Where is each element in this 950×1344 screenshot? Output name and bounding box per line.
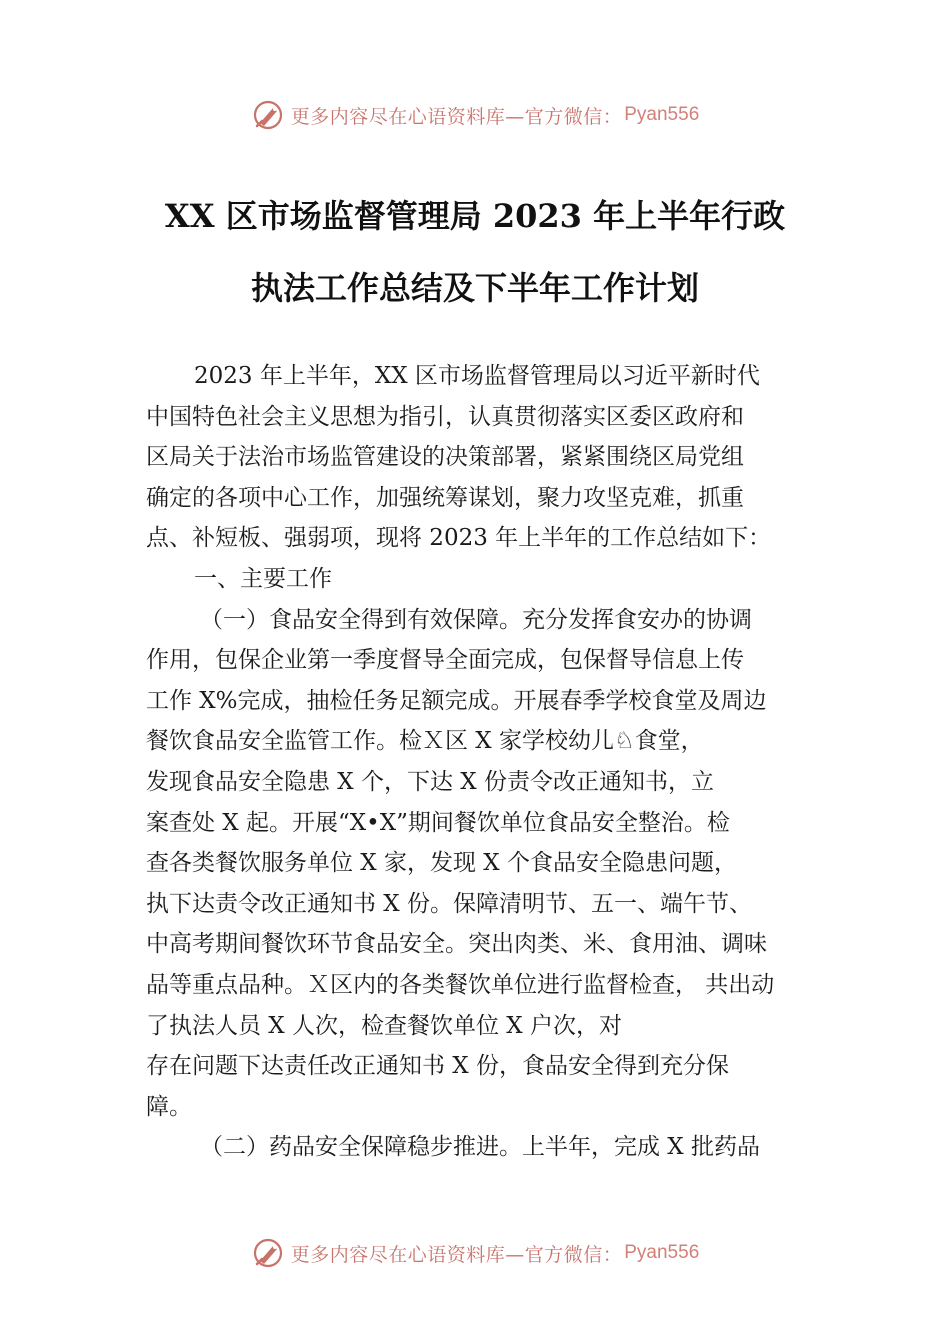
header-watermark [0, 95, 950, 135]
body-line: 中国特色社会主义思想为指引，认真贯彻落实区委区政府和 [146, 403, 744, 430]
subsection-heading-line: （二）药品安全保障稳步推进。上半年，完成 X 批药品 [200, 1134, 760, 1161]
title-line-1: XX 区市场监督管理局 2023 年上半年行政 [164, 197, 786, 235]
footer-watermark [0, 1233, 950, 1273]
body-line: 存在问题下达责任改正通知书 X 份，食品安全得到充分保 [146, 1053, 729, 1080]
body-line: 2023 年上半年，XX 区市场监督管理局以习近平新时代 [194, 363, 760, 389]
body-line: 案查处 X 起。开展“X•X”期间餐饮单位食品安全整治。检 [146, 809, 730, 836]
body-line: 工作 X%完成，抽检任务足额完成。开展春季学校食堂及周边 [146, 687, 767, 714]
body-line: 点、补短板、强弱项，现将 2023 年上半年的工作总结如下： [146, 525, 772, 552]
watermark-text: 更多内容尽在心语资料库—官方微信： [290, 1243, 623, 1266]
subsection-heading-line: （一）食品安全得到有效保障。充分发挥食安办的协调 [200, 606, 752, 633]
body-line: 确定的各项中心工作，加强统筹谋划，聚力攻坚克难，抓重 [146, 484, 744, 511]
pen-nib-logo-icon [251, 98, 285, 132]
document-title [0, 180, 950, 324]
body-line: 中高考期间餐饮环节食品安全。突出肉类、米、食用油、调味 [146, 931, 767, 958]
body-line: 发现食品安全隐患 X 个，下达 X 份责令改正通知书，立 [146, 768, 714, 795]
watermark-text: 更多内容尽在心语资料库—官方微信： [290, 105, 623, 128]
body-line: 作用，包保企业第一季度督导全面完成，包保督导信息上传 [146, 647, 744, 674]
document-body [146, 356, 822, 1168]
title-line-2: 执法工作总结及下半年工作计划 [250, 269, 699, 307]
watermark-handle: Pyan556 [624, 104, 700, 125]
section-heading: 一、主要工作 [194, 565, 332, 592]
pen-nib-logo-icon [251, 1236, 285, 1270]
body-line: 了执法人员 X 人次，检查餐饮单位 X 户次，对 [146, 1012, 622, 1039]
body-line: 餐饮食品安全监管工作。检Ｘ区 X 家学校幼儿♘食堂， [146, 728, 704, 755]
body-line: 查各类餐饮服务单位 X 家，发现 X 个食品安全隐患问题， [146, 850, 737, 877]
body-line: 区局关于法治市场监管建设的决策部署，紧紧围绕区局党组 [146, 444, 744, 471]
body-line: 执下达责令改正通知书 X 份。保障清明节、五一、端午节、 [146, 890, 752, 917]
body-line: 障。 [146, 1093, 192, 1120]
watermark-handle: Pyan556 [624, 1242, 700, 1263]
body-line: 品等重点品种。Ｘ区内的各类餐饮单位进行监督检查， 共出动 [146, 971, 775, 998]
